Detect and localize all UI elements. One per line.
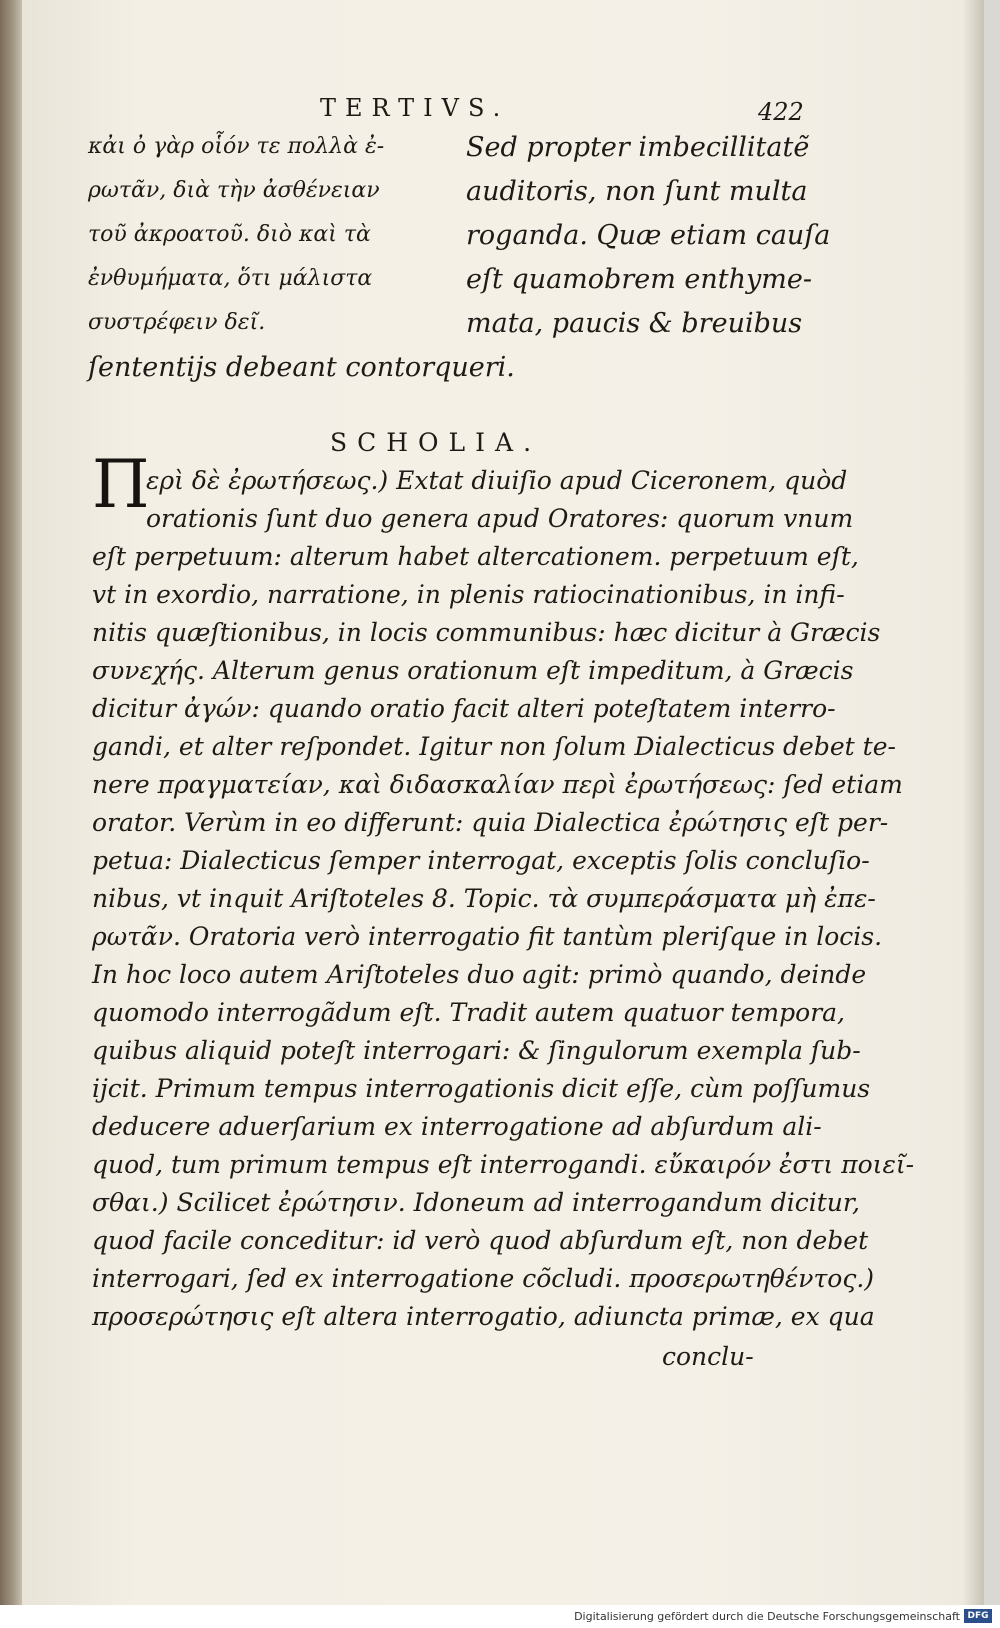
scholia-line: quod, tum primum tempus eſt interrogandi. εὔκαιρόν ἐστι ποιεῖ- (92, 1150, 915, 1179)
greek-line: τοῦ ἀκροατοῦ. διὸ καὶ τὰ (88, 222, 371, 247)
latin-line: roganda. Quæ etiam cauſa (466, 220, 831, 251)
scholia-line: quod facile conceditur: id verò quod abſurdum eſt, non debet (92, 1226, 869, 1255)
scholia-line: deducere aduerſarium ex interrogatione ad abſurdum ali- (92, 1112, 822, 1141)
drop-cap-initial: Π (92, 446, 150, 523)
scholia-line: petua: Dialecticus ſemper interrogat, exceptis ſolis concluſio- (92, 846, 870, 875)
scholia-line: eſt perpetuum: alterum habet altercationem. perpetuum eſt, (92, 542, 859, 571)
scholia-line: ερὶ δὲ ἐρωτήσεως.) Extat diuiſio apud Ciceronem, quòd (146, 466, 848, 495)
greek-line: κἀι ὀ γὰρ οἷόν τε πολλὰ ἐ- (88, 134, 385, 159)
scholia-line: ijcit. Primum tempus interrogationis dicit eſſe, cùm poſſumus (92, 1074, 871, 1103)
scholia-line: orationis ſunt duo genera apud Oratores: quorum vnum (146, 504, 854, 533)
scholia-line: προσερώτησις eſt altera interrogatio, adiuncta primæ, ex qua (92, 1302, 875, 1331)
scholia-line: σθαι.) Scilicet ἐρώτησιν. Idoneum ad interrogandum dicitur, (92, 1188, 861, 1217)
latin-line: auditoris, non ſunt multa (466, 176, 808, 207)
greek-line: συστρέφειν δεῖ. (88, 310, 266, 335)
scholia-line: gandi, et alter reſpondet. Igitur non ſolum Dialecticus debet te- (92, 732, 896, 761)
page-edge-shadow (964, 0, 984, 1605)
page-number: 422 (758, 98, 804, 126)
latin-line: Sed propter imbecillitatẽ (466, 132, 810, 163)
latin-line: mata, paucis & breuibus (466, 308, 803, 339)
scholia-line: dicitur ἀγών: quando oratio facit alteri poteſtatem interro- (92, 694, 836, 723)
scholia-line: vt in exordio, narratione, in plenis ratiocinationibus, in infi- (92, 580, 845, 609)
greek-line: ρωτᾶν, διὰ τὴν ἀσθένειαν (88, 178, 380, 203)
scholia-line: nitis quæſtionibus, in locis communibus: hæc dicitur à Græcis (92, 618, 881, 647)
digitization-footer (0, 1605, 1000, 1628)
scholia-line: nibus, vt inquit Ariſtoteles 8. Topic. τὰ συμπεράσματα μὴ ἐπε- (92, 884, 876, 913)
scholia-line: συνεχής. Alterum genus orationum eſt impeditum, à Græcis (92, 656, 854, 685)
scholia-line: interrogari, ſed ex interrogatione cõcludi. προσερωτηθέντος.) (92, 1264, 875, 1293)
book-spine-shadow (0, 0, 24, 1605)
catchword: conclu- (662, 1342, 754, 1371)
section-title: SCHOLIA. (330, 428, 542, 457)
running-head: TERTIVS. (320, 94, 510, 122)
scholia-line: quibus aliquid poteſt interrogari: & ſingulorum exempla ſub- (92, 1036, 861, 1065)
scholia-line: ρωτᾶν. Oratoria verò interrogatio fit tantùm pleriſque in locis. (92, 922, 883, 951)
scholia-line: quomodo interrogãdum eſt. Tradit autem quatuor tempora, (92, 998, 845, 1027)
latin-last-line: ſententijs debeant contorqueri. (88, 352, 515, 383)
latin-line: eſt quamobrem enthyme- (466, 264, 812, 295)
scholia-line: orator. Verùm in eo differunt: quia Dialectica ἐρώτησις eſt per- (92, 808, 889, 837)
greek-line: ἐνθυμήματα, ὅτι μάλιστα (88, 266, 373, 291)
footer-credit: Digitalisierung gefördert durch die Deutsche Forschungsgemeinschaft (574, 1610, 960, 1623)
dfg-logo: DFG (964, 1609, 992, 1623)
scholia-line: In hoc loco autem Ariſtoteles duo agit: primò quando, deinde (92, 960, 867, 989)
scholia-line: nere πραγματείαν, καὶ διδασκαλίαν περὶ ἐρωτήσεως: ſed etiam (92, 770, 903, 799)
